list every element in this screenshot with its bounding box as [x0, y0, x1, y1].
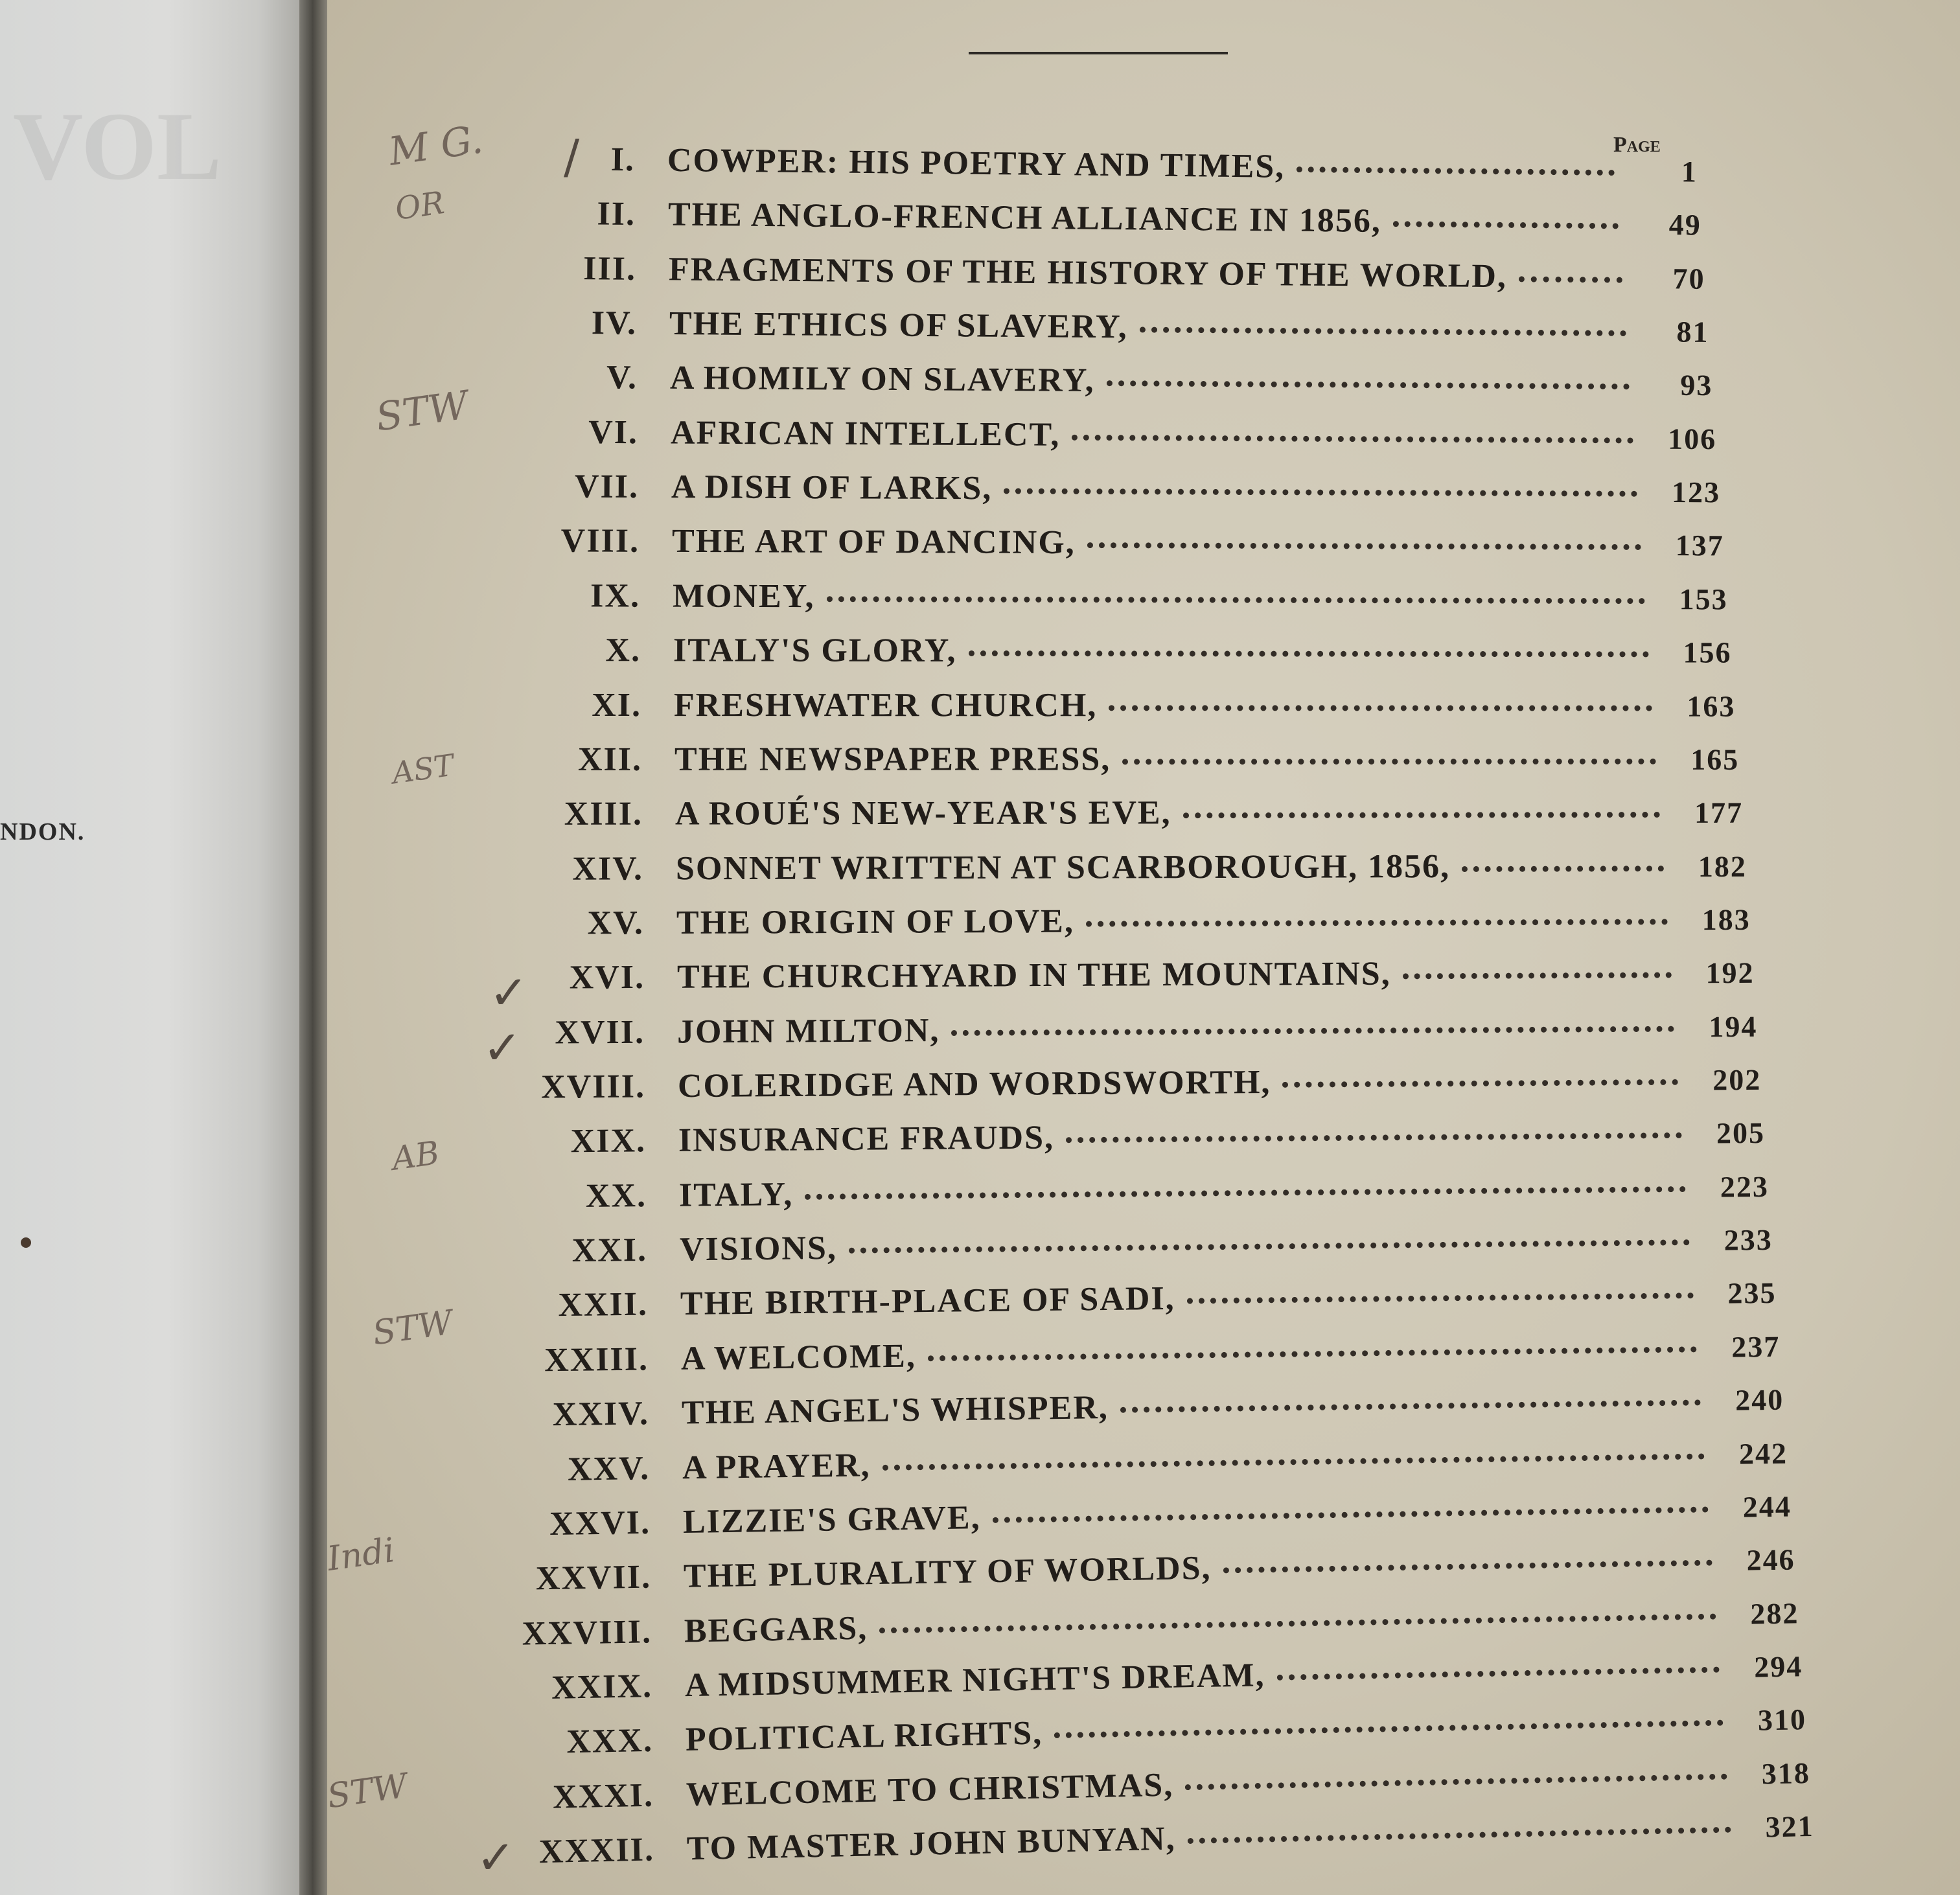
toc-page-number: 310 — [1757, 1703, 1807, 1737]
checkmark-icon: ✓ — [476, 1830, 516, 1885]
margin-note-or: OR — [393, 185, 447, 227]
toc-entry — [510, 1646, 1803, 1708]
toc-title: THE PLURALITY OF WORLDS, — [683, 1550, 1212, 1595]
toc-page-number: 153 — [1679, 582, 1728, 616]
toc-numeral: XV. — [587, 904, 644, 942]
dot-leader — [849, 1239, 1690, 1254]
toc-entry — [508, 1486, 1792, 1543]
toc-page-number: 233 — [1724, 1223, 1773, 1257]
toc-page-number: 165 — [1690, 742, 1739, 776]
toc-entry — [506, 1327, 1781, 1380]
toc-title: THE BIRTH-PLACE OF SADI, — [680, 1280, 1176, 1323]
toc-numeral: VII. — [574, 468, 639, 506]
toc-entry — [495, 358, 1713, 404]
toc-numeral: XXII. — [558, 1286, 649, 1324]
toc-title: MONEY, — [672, 577, 815, 615]
toc-numeral: XXVI. — [549, 1504, 651, 1543]
toc-entry — [507, 1433, 1788, 1489]
dot-leader — [1004, 488, 1637, 497]
checkmark-icon: ✓ — [483, 1020, 522, 1075]
toc-title: FRESHWATER CHURCH, — [673, 686, 1098, 724]
toc-page-number: 182 — [1698, 849, 1747, 883]
dot-leader — [879, 1613, 1716, 1633]
toc-numeral: XII. — [577, 741, 642, 778]
toc-title: TO MASTER JOHN BUNYAN, — [686, 1820, 1177, 1868]
toc-entry — [509, 1593, 1799, 1653]
toc-title: AFRICAN INTELLECT, — [670, 414, 1061, 454]
toc-numeral: XXVIII. — [522, 1613, 652, 1653]
toc-title: WELCOME TO CHRISTMAS, — [686, 1766, 1174, 1813]
toc-title: A ROUÉ'S NEW-YEAR'S EVE, — [674, 794, 1171, 833]
dot-leader — [1188, 1827, 1731, 1844]
dot-leader — [1072, 435, 1633, 444]
margin-note-stw: STW — [370, 1303, 455, 1353]
toc-page-number: 282 — [1750, 1596, 1799, 1631]
toc-numeral: XIII. — [564, 795, 643, 833]
toc-numeral: V. — [606, 359, 638, 396]
bleed-through-text: VOL — [13, 93, 222, 200]
toc-page-number: 205 — [1716, 1116, 1766, 1150]
toc-numeral: XVIII. — [541, 1068, 646, 1106]
toc-entry — [496, 467, 1720, 511]
toc-numeral: XIV. — [571, 850, 643, 888]
toc-page-number: 123 — [1671, 476, 1720, 509]
toc-numeral: XXV. — [567, 1449, 651, 1488]
toc-entry — [511, 1806, 1814, 1872]
slash-mark: / — [564, 130, 580, 184]
toc-entry — [504, 1167, 1769, 1216]
dot-leader — [1223, 1560, 1712, 1574]
toc-numeral: XVI. — [569, 959, 645, 996]
dot-leader — [1462, 866, 1664, 872]
dot-leader — [1066, 1132, 1682, 1143]
dot-leader — [826, 596, 1644, 604]
toc-title: LIZZIE'S GRAVE, — [682, 1499, 982, 1541]
toc-numeral: IX. — [590, 577, 640, 615]
toc-title: THE CHURCHYARD IN THE MOUNTAINS, — [676, 955, 1391, 996]
toc-numeral: XXX. — [566, 1722, 654, 1761]
toc-entry — [502, 1007, 1758, 1052]
toc-page-number: 246 — [1746, 1543, 1796, 1577]
toc-numeral: XXI. — [571, 1231, 648, 1270]
dot-leader — [1393, 221, 1619, 229]
toc-title: COLERIDGE AND WORDSWORTH, — [678, 1064, 1272, 1105]
toc-page-number: 81 — [1676, 315, 1709, 349]
toc-entry — [509, 1540, 1795, 1599]
toc-page-number: 137 — [1675, 529, 1724, 562]
toc-title: ITALY, — [679, 1175, 794, 1214]
toc-entry — [494, 249, 1705, 297]
toc-title: A MIDSUMMER NIGHT'S DREAM, — [684, 1657, 1265, 1705]
toc-page-number: 235 — [1727, 1276, 1777, 1311]
toc-entry — [502, 953, 1754, 997]
toc-page-number: 1 — [1681, 155, 1698, 189]
toc-page-number: 240 — [1735, 1383, 1784, 1417]
dot-leader — [1054, 1720, 1724, 1739]
toc-title: INSURANCE FRAUDS, — [678, 1119, 1055, 1160]
toc-numeral: XXIV. — [552, 1395, 650, 1434]
toc-title: VISIONS, — [680, 1230, 838, 1269]
toc-title: ITALY'S GLORY, — [673, 632, 957, 670]
dot-leader — [1106, 380, 1630, 389]
dot-leader — [968, 650, 1648, 657]
margin-note-stw: STW — [325, 1766, 410, 1817]
toc-page-number: 93 — [1679, 369, 1713, 402]
toc-numeral: XXIII. — [544, 1340, 649, 1379]
margin-note-stw: STW — [373, 382, 471, 441]
dot-leader — [1087, 543, 1641, 551]
page-column-heading: Page — [1613, 133, 1661, 157]
toc-page-number: 49 — [1668, 208, 1701, 242]
toc-title: A HOMILY ON SLAVERY, — [669, 360, 1095, 400]
dot-leader — [882, 1453, 1705, 1471]
toc-entry — [511, 1753, 1810, 1817]
toc-page-number: 237 — [1731, 1329, 1781, 1364]
dot-leader — [1085, 919, 1667, 926]
toc-entry — [503, 1113, 1765, 1161]
toc-entry — [500, 740, 1739, 779]
toc-title: BEGGARS, — [684, 1609, 868, 1650]
checkmark-icon: ✓ — [489, 965, 529, 1020]
dot-leader — [1519, 276, 1622, 282]
toc-entry — [498, 577, 1728, 617]
toc-page-number: 223 — [1720, 1169, 1770, 1204]
toc-entry — [501, 900, 1750, 943]
toc-numeral: XXIX. — [551, 1667, 653, 1706]
margin-note-mg: M G. — [386, 117, 486, 175]
toc-title: THE ART OF DANCING, — [671, 523, 1076, 562]
toc-numeral: XIX. — [570, 1122, 647, 1160]
dot-leader — [805, 1186, 1687, 1200]
toc-numeral: XI. — [591, 686, 641, 724]
margin-note-ab: AB — [389, 1134, 442, 1178]
toc-title: JOHN MILTON, — [677, 1011, 941, 1051]
toc-entry — [511, 1699, 1807, 1762]
toc-page-number: 244 — [1742, 1489, 1792, 1524]
toc-entry — [494, 303, 1709, 350]
margin-note-ast: AST — [389, 747, 456, 791]
dot-leader — [1187, 1293, 1694, 1304]
toc-title: THE ANGLO-FRENCH ALLIANCE IN 1856, — [667, 196, 1382, 240]
toc-numeral: VIII. — [560, 522, 640, 560]
toc-entry — [503, 1060, 1762, 1107]
dot-leader — [1185, 1773, 1727, 1790]
dot-leader — [1120, 1399, 1701, 1413]
dot-leader — [1276, 1666, 1720, 1680]
toc-numeral: XXVII. — [535, 1558, 652, 1598]
dot-leader — [1140, 327, 1626, 336]
toc-numeral: I. — [610, 141, 636, 179]
dot-leader — [952, 1026, 1675, 1035]
toc-numeral: X. — [605, 632, 641, 669]
toc-page-number: 163 — [1687, 689, 1736, 723]
toc-entry — [499, 686, 1735, 725]
toc-numeral: VI. — [588, 413, 638, 451]
toc-entry — [492, 139, 1698, 190]
toc-numeral: XXXII. — [538, 1831, 655, 1871]
toc-entry — [497, 522, 1724, 564]
toc-entry — [496, 413, 1716, 457]
toc-entry — [505, 1273, 1777, 1325]
toc-page-number: 318 — [1761, 1756, 1811, 1791]
dot-leader — [928, 1346, 1698, 1361]
toc-title: A WELCOME, — [680, 1337, 917, 1377]
dot-leader — [1109, 705, 1652, 711]
dot-leader — [1122, 759, 1656, 765]
toc-title: SONNET WRITTEN AT SCARBOROUGH, 1856, — [675, 847, 1450, 887]
toc-entry — [500, 793, 1743, 833]
imprint-fragment: NDON. — [0, 818, 86, 845]
dot-leader — [1182, 812, 1660, 818]
toc-title: THE ORIGIN OF LOVE, — [676, 902, 1074, 941]
toc-page-number: 192 — [1705, 956, 1755, 990]
toc-page-number: 70 — [1672, 262, 1705, 295]
toc-numeral: XXXI. — [552, 1776, 654, 1816]
toc-title: THE ANGEL'S WHISPER, — [681, 1389, 1109, 1432]
toc-page-number: 183 — [1701, 902, 1751, 937]
toc-numeral: III. — [582, 249, 637, 288]
toc-page-number: 177 — [1694, 796, 1743, 830]
toc-numeral: II. — [597, 195, 636, 233]
toc-entry — [493, 194, 1701, 244]
toc-title: THE NEWSPAPER PRESS, — [674, 741, 1111, 778]
toc-entry — [507, 1380, 1784, 1434]
toc-entry — [505, 1220, 1773, 1270]
toc-title: COWPER: HIS POETRY AND TIMES, — [667, 141, 1286, 185]
toc-title: A PRAYER, — [682, 1446, 871, 1486]
toc-title: THE ETHICS OF SLAVERY, — [669, 305, 1128, 346]
dot-leader — [993, 1506, 1709, 1522]
toc-page-number: 106 — [1667, 422, 1717, 455]
toc-title: A DISH OF LARKS, — [671, 468, 993, 507]
toc-page-number: 194 — [1709, 1009, 1758, 1043]
toc-page-number: 321 — [1765, 1809, 1815, 1844]
margin-note-indi: Indi — [325, 1531, 397, 1579]
toc-page-number: 156 — [1683, 636, 1732, 669]
dot-leader — [1402, 972, 1671, 980]
toc-entry — [500, 846, 1746, 888]
toc-numeral: XVII. — [555, 1013, 645, 1051]
dot-leader — [1297, 167, 1615, 176]
toc-page-number: 294 — [1753, 1649, 1803, 1684]
toc-numeral: IV. — [591, 304, 638, 342]
toc-page-number: 202 — [1712, 1062, 1762, 1097]
dot-leader — [1283, 1079, 1679, 1088]
toc-title: FRAGMENTS OF THE HISTORY OF THE WORLD, — [668, 250, 1508, 295]
toc-numeral: XX. — [586, 1177, 647, 1215]
toc-entry — [498, 631, 1732, 671]
toc-page-number: 242 — [1738, 1436, 1788, 1471]
toc-title: POLITICAL RIGHTS, — [685, 1714, 1043, 1759]
